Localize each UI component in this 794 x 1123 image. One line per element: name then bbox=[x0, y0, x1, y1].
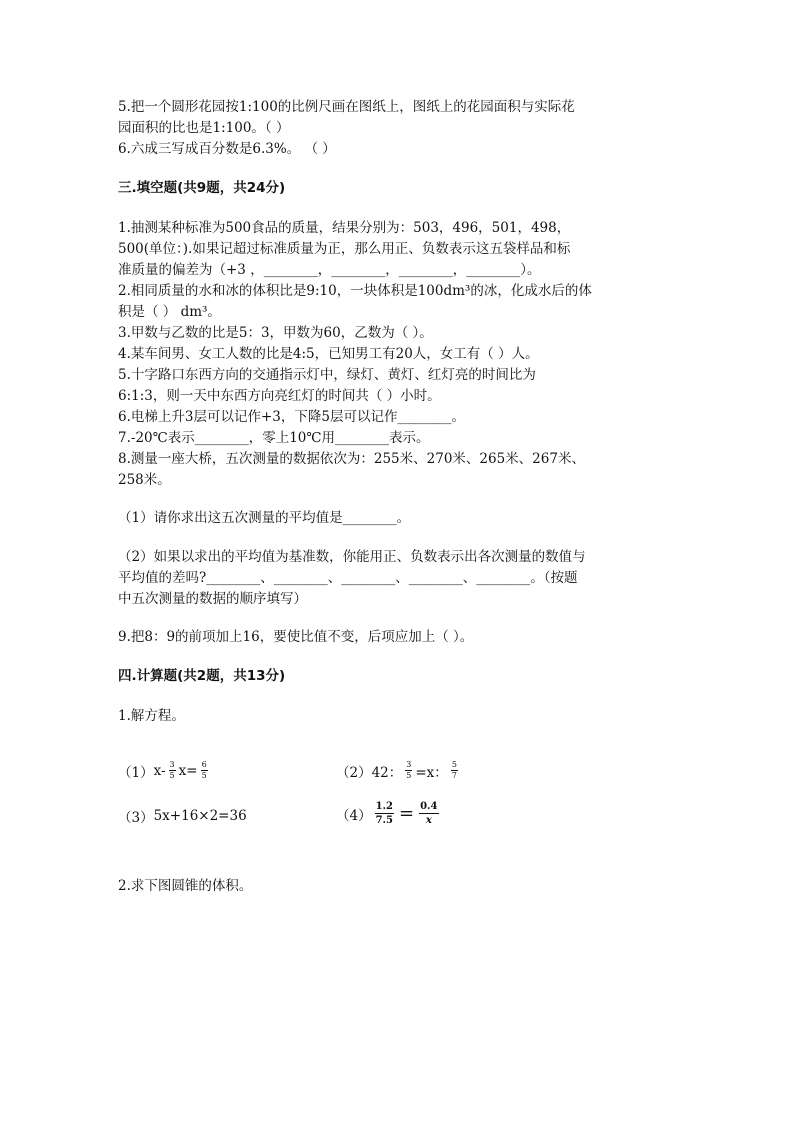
fraction-numerator: 3 bbox=[169, 760, 175, 769]
equation-1-fraction-2 bbox=[201, 760, 208, 781]
equation-4-mid: = bbox=[399, 803, 415, 824]
equation-1-mid: x= bbox=[178, 762, 198, 779]
fill-8-sub-2-line-3: 中五次测量的数据的顺序填写） bbox=[118, 591, 307, 607]
fill-4-line: 4.某车间男、女工人数的比是4:5，已知男工有20人，女工有（ ）人。 bbox=[118, 346, 539, 362]
equation-1-pre: x- bbox=[153, 762, 166, 779]
fill-8-line-2: 258米。 bbox=[118, 472, 171, 488]
equation-2-label: （2） bbox=[336, 764, 372, 781]
fill-5-line-2: 6:1:3，则一天中东西方向亮红灯的时间共（ ）小时。 bbox=[118, 388, 441, 404]
equation-2-pre: 42： bbox=[371, 764, 403, 781]
equation-2 bbox=[336, 760, 461, 781]
fraction-denominator: 5 bbox=[201, 771, 207, 780]
fraction-denominator: 5 bbox=[406, 771, 412, 780]
equation-3 bbox=[118, 806, 247, 826]
q5-line-2: 园面积的比也是1:100。（ ） bbox=[118, 120, 290, 136]
fill-7-line: 7.-20℃表示________，零上10℃用________表示。 bbox=[118, 430, 430, 446]
q6-line: 6.六成三写成百分数是6.3%。 （ ） bbox=[118, 141, 336, 157]
equation-4-fraction-2 bbox=[419, 800, 438, 827]
fraction-denominator: 7.5 bbox=[375, 815, 393, 826]
equation-3-text: 5x+16×2=36 bbox=[153, 808, 247, 824]
equation-4 bbox=[336, 800, 442, 827]
fill-8-line-1: 8.测量一座大桥，五次测量的数据依次为：255米、270米、265米、267米、 bbox=[118, 451, 585, 467]
calc-1-line: 1.解方程。 bbox=[118, 708, 185, 724]
section-4-heading: 四.计算题(共2题，共13分) bbox=[118, 668, 286, 684]
fill-1-line-1: 1.抽测某种标准为500食品的质量，结果分别为：503，496，501，498， bbox=[118, 220, 571, 236]
equation-3-label: （3） bbox=[118, 810, 154, 826]
fraction-numerator: 6 bbox=[201, 760, 207, 769]
equation-2-mid: =x： bbox=[415, 764, 448, 781]
fill-8-sub-2-line-2: 平均值的差吗?________、________、________、________、________。（按题 bbox=[118, 570, 578, 586]
fill-2-line-1: 2.相同质量的水和冰的体积比是9:10，一块体积是100dm³的冰，化成水后的体 bbox=[118, 283, 592, 299]
fill-6-line: 6.电梯上升3层可以记作+3，下降5层可以记作________。 bbox=[118, 409, 465, 425]
fill-5-line-1: 5.十字路口东西方向的交通指示灯中，绿灯、黄灯、红灯亮的时间比为 bbox=[118, 367, 536, 383]
fraction-numerator: 5 bbox=[451, 760, 457, 769]
equation-4-label: （4） bbox=[336, 807, 372, 824]
fraction-numerator: 0.4 bbox=[420, 801, 438, 812]
fraction-numerator: 3 bbox=[406, 760, 412, 769]
fraction-denominator: x bbox=[425, 815, 432, 826]
calc-2-line: 2.求下图圆锥的体积。 bbox=[118, 878, 253, 894]
q5-line-1: 5.把一个圆形花园按1:100的比例尺画在图纸上，图纸上的花园面积与实际花 bbox=[118, 99, 575, 115]
fill-9-line: 9.把8：9的前项加上16，要使比值不变，后项应加上（ ）。 bbox=[118, 629, 474, 645]
fraction-denominator: 7 bbox=[451, 771, 457, 780]
fraction-numerator: 1.2 bbox=[375, 801, 393, 812]
equation-1-label: （1） bbox=[118, 764, 154, 781]
fill-8-sub-1: （1）请你求出这五次测量的平均值是________。 bbox=[118, 510, 411, 526]
fill-8-sub-2-line-1: （2）如果以求出的平均值为基准数，你能用正、负数表示出各次测量的数值与 bbox=[118, 549, 586, 565]
fraction-denominator: 5 bbox=[169, 771, 175, 780]
fill-3-line: 3.甲数与乙数的比是5：3，甲数为60，乙数为（ ）。 bbox=[118, 325, 433, 341]
equation-2-fraction-2 bbox=[451, 760, 458, 781]
fill-1-line-2: 500(单位：).如果记超过标准质量为正，那么用正、负数表示这五袋样品和标 bbox=[118, 241, 571, 257]
equation-1 bbox=[118, 760, 211, 781]
section-3-heading: 三.填空题(共9题，共24分) bbox=[118, 180, 286, 196]
equation-1-fraction-1 bbox=[169, 760, 176, 781]
fill-2-line-2: 积是（ ） dm³。 bbox=[118, 304, 221, 320]
fill-1-line-3: 准质量的偏差为（+3 ，________，________，________，________）。 bbox=[118, 262, 541, 278]
equation-2-fraction-1 bbox=[405, 760, 412, 781]
equation-4-fraction-1 bbox=[375, 800, 394, 827]
